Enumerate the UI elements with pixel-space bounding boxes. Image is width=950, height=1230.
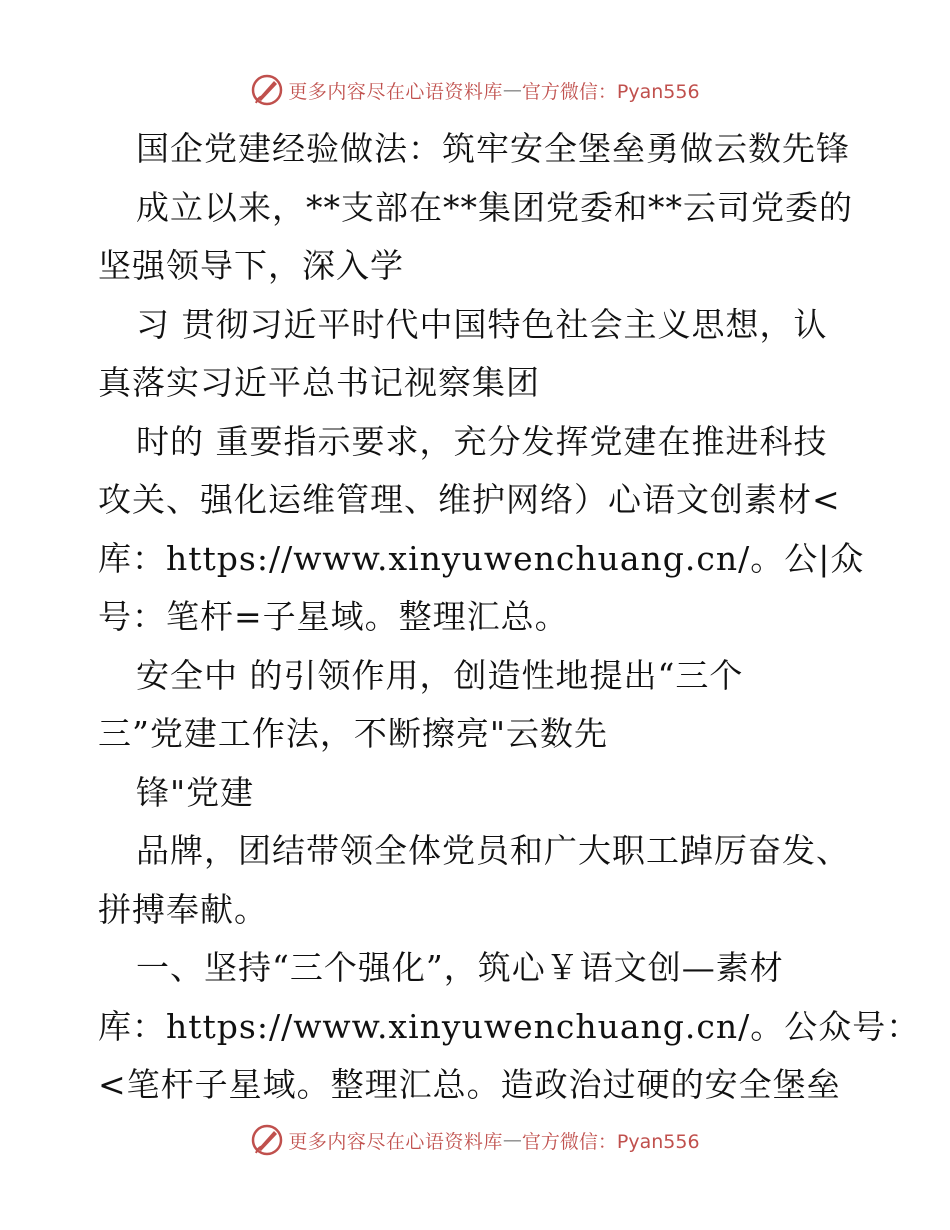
text-line: 坚强领导下，深入学 xyxy=(98,246,404,285)
text-line: 品牌，团结带领全体党员和广大职工踔厉奋发、 xyxy=(136,831,850,870)
text-line: 成立以来，**支部在**集团党委和**云司党委的 xyxy=(136,187,853,227)
quill-logo-icon xyxy=(250,73,284,107)
text-line: <笔杆子星域。整理汇总。造政治过硬的安全堡垒 xyxy=(98,1065,841,1104)
banner-separator: — xyxy=(502,79,522,101)
text-line: 拼搏奉献。 xyxy=(98,889,268,929)
document-title: 国企党建经验做法：筑牢安全堡垒勇做云数先锋 xyxy=(136,129,850,168)
text-line: 安全中 的引领作用，创造性地提出“三个 xyxy=(136,655,744,695)
text-line: 三”党建工作法，不断擦亮"云数先 xyxy=(98,714,609,753)
document-body xyxy=(98,120,921,1115)
text-line: 时的 重要指示要求，充分发挥党建在推进科技 xyxy=(136,421,828,461)
section-heading: 一、坚持“三个强化”，筑心￥语文创—素材 xyxy=(136,948,784,987)
banner-contact: 官方微信：Pyan556 xyxy=(521,80,700,103)
text-line: 习 贯彻习近平时代中国特色社会主义思想，认 xyxy=(136,304,828,344)
header-watermark-banner xyxy=(0,70,950,110)
text-line: 库：https://www.xinyuwenchuang.cn/。公|众 xyxy=(98,538,865,578)
text-line: 锋"党建 xyxy=(136,772,255,812)
banner-text: 更多内容尽在心语资料库 xyxy=(288,80,503,103)
text-line: 真落实习近平总书记视察集团 xyxy=(98,363,540,402)
banner-text: 更多内容尽在心语资料库 xyxy=(288,1130,503,1153)
footer-watermark-banner xyxy=(0,1120,950,1160)
text-line: 号：笔杆=子星域。整理汇总。 xyxy=(98,597,569,636)
quill-logo-icon xyxy=(250,1123,284,1157)
banner-contact: 官方微信：Pyan556 xyxy=(521,1130,700,1153)
text-line: 库：https://www.xinyuwenchuang.cn/。公众号： xyxy=(98,1006,921,1046)
banner-separator: — xyxy=(502,1129,522,1151)
text-line: 攻关、强化运维管理、维护网络）心语文创素材< xyxy=(98,480,841,519)
